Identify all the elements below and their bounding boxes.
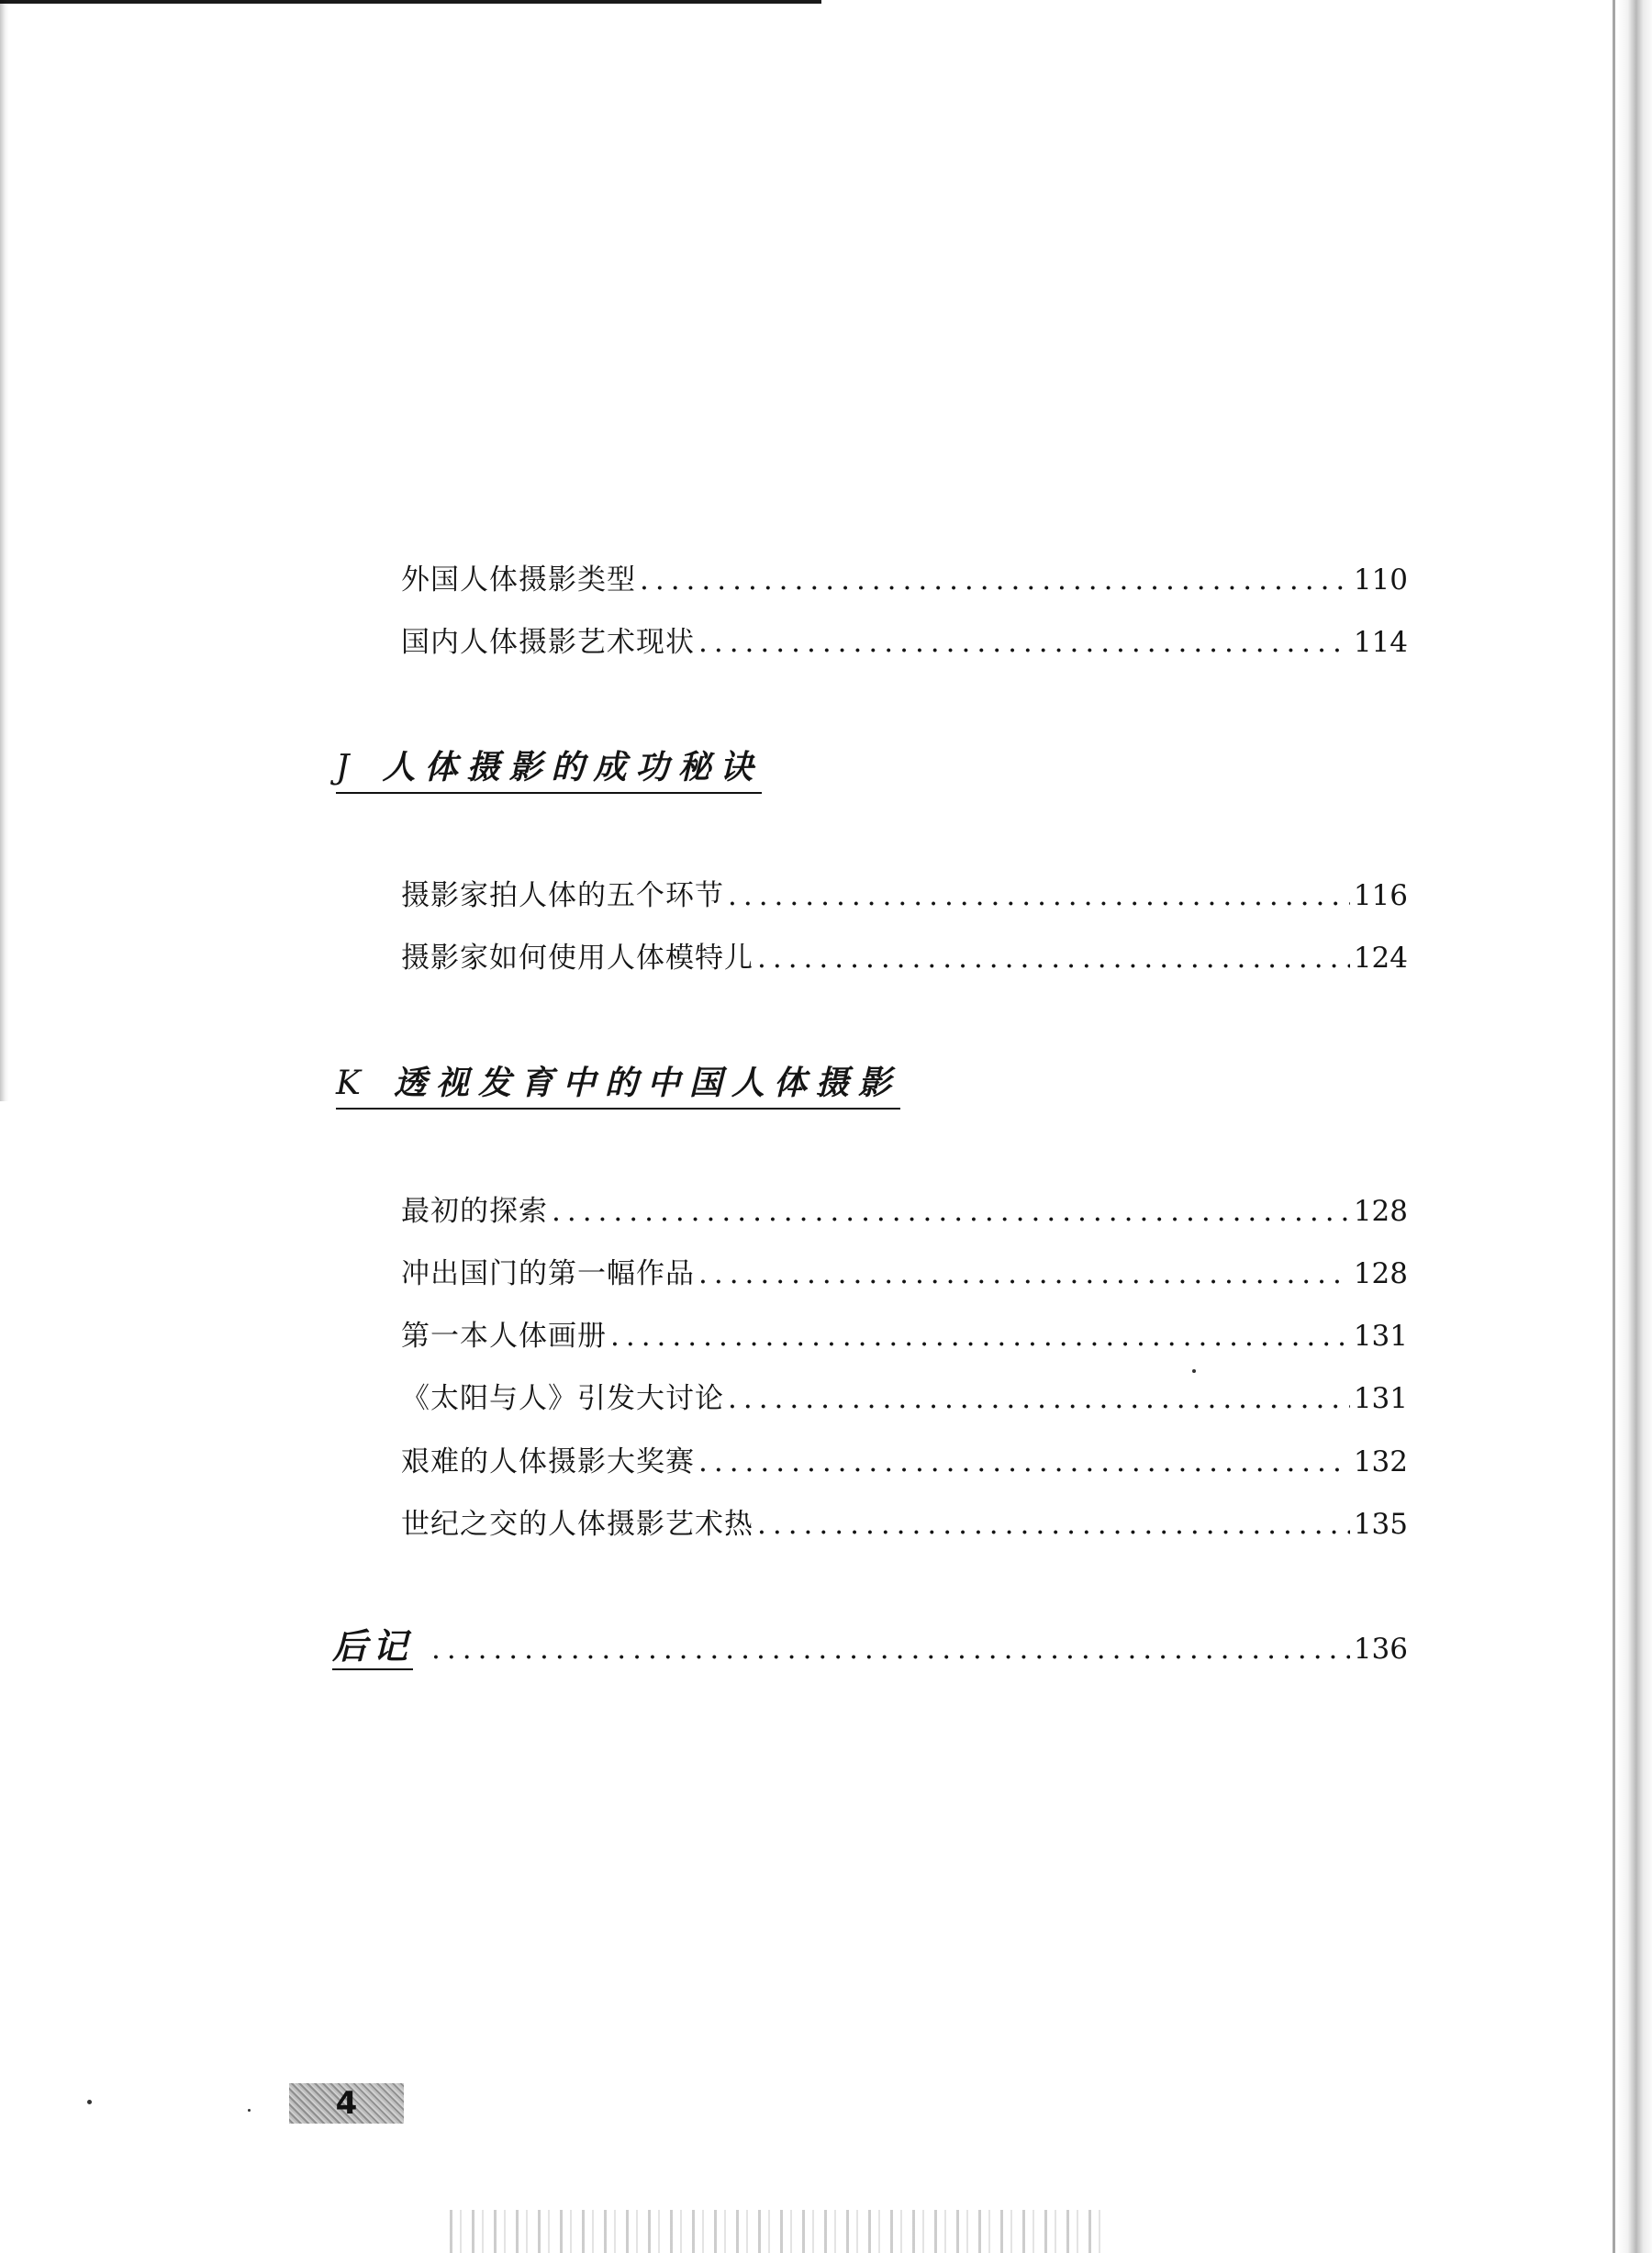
toc-entry-title: 最初的探索 [401,1195,548,1228]
dot-leader [431,1629,1350,1669]
toc-entry-page: 110 [1353,563,1408,597]
page-number: 4 [335,2085,358,2122]
afterword-page: 136 [1353,1633,1408,1666]
scan-right-edge [1617,0,1652,2253]
toc-entry-page: 124 [1353,942,1408,975]
toc-entry-title: 世纪之交的人体摄影艺术热 [401,1508,753,1541]
toc-entry-page: 116 [1353,879,1408,912]
stray-mark [248,2109,251,2112]
toc-entry-title: 冲出国门的第一幅作品 [401,1257,695,1290]
page-folio [289,2083,404,2124]
toc-entry[interactable] [401,624,1408,661]
toc-entry-title: 外国人体摄影类型 [401,563,636,597]
stray-mark [1192,1369,1196,1373]
dot-leader [728,877,1350,914]
toc-entry-title: 国内人体摄影艺术现状 [401,626,695,659]
toc-entry[interactable] [401,877,1408,914]
dot-leader [552,1193,1350,1230]
dot-leader [640,562,1350,598]
top-rule [0,0,821,4]
toc-entry[interactable] [401,940,1408,976]
toc-entry-page: 131 [1353,1320,1408,1353]
toc-entry[interactable] [401,1255,1408,1292]
toc-entry[interactable] [401,562,1408,598]
toc-entry[interactable] [401,1380,1408,1417]
toc-entry-page: 131 [1353,1382,1408,1415]
toc-entry-page: 114 [1353,626,1408,659]
section-heading-k[interactable] [336,1061,900,1110]
dot-leader [698,1255,1350,1292]
stray-mark [87,2100,92,2104]
section-heading-j[interactable] [336,745,762,794]
toc-entry-title: 《太阳与人》引发大讨论 [401,1382,724,1415]
toc-entry-page: 128 [1353,1257,1408,1290]
toc-entry-title: 第一本人体画册 [401,1320,607,1353]
toc-entry[interactable] [401,1193,1408,1230]
toc-entry[interactable] [401,1318,1408,1355]
dot-leader [698,624,1350,661]
section-title: 透视发育中的中国人体摄影 [393,1064,900,1102]
section-letter: J [336,749,350,786]
toc-entry[interactable] [401,1506,1408,1543]
toc-entry-page: 128 [1353,1195,1408,1228]
toc-entry-afterword[interactable] [332,1626,1408,1670]
toc-entry-title: 摄影家如何使用人体模特儿 [401,942,753,975]
scan-bottom-noise [450,2210,1111,2253]
section-letter: K [336,1065,361,1102]
afterword-title: 后记 [332,1626,413,1670]
toc-entry-page: 135 [1353,1508,1408,1541]
dot-leader [757,940,1350,976]
toc-entry-page: 132 [1353,1445,1408,1478]
scan-right-line [1613,0,1615,2253]
toc-entry[interactable] [401,1444,1408,1480]
toc-entry-title: 摄影家拍人体的五个环节 [401,879,724,912]
section-title: 人体摄影的成功秘诀 [382,748,763,786]
dot-leader [610,1318,1350,1355]
dot-leader [728,1380,1350,1417]
toc-entry-title: 艰难的人体摄影大奖赛 [401,1445,695,1478]
dot-leader [757,1506,1350,1543]
dot-leader [698,1444,1350,1480]
scan-left-edge [0,0,9,1101]
